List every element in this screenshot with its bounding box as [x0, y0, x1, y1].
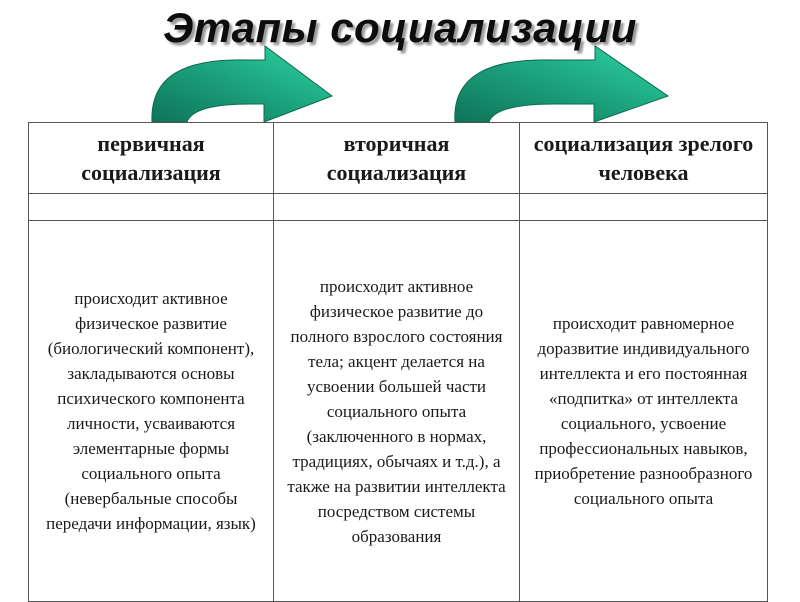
stage-heading-secondary: вторичная социализация: [274, 123, 520, 194]
stage-descriptions-row: [29, 221, 768, 602]
spacer-cell: [274, 194, 520, 221]
stages-table: [28, 122, 768, 602]
stage-description-secondary: происходит активное физическое развитие до полного взрослого состояния тела; акцент делается на усвоении большей части социального опыта (заключенного в нормах, традициях, обычаях и т.д.), а также на развитии интеллекта посредством системы образования: [274, 221, 520, 602]
curved-arrow-icon: [152, 46, 332, 122]
spacer-cell: [29, 194, 274, 221]
curved-arrow-icon: [455, 46, 668, 122]
transition-arrows: [0, 0, 800, 130]
page-title: Этапы социализации: [163, 4, 637, 51]
stage-heading-primary: первичная социализация: [29, 123, 274, 194]
spacer-cell: [520, 194, 768, 221]
stage-heading-mature: социализация зрелого человека: [520, 123, 768, 194]
stage-description-primary: происходит активное физическое развитие (биологический компонент), закладываются основы психического компонента личности, усваиваются элементарные формы социального опыта (невербальные способы передачи информации, язык): [29, 221, 274, 602]
stage-description-mature: происходит равномерное доразвитие индивидуального интеллекта и его постоянная «подпитка» от интеллекта социального, усвоение профессиональных навыков, приобретение разнообразного социального опыта: [520, 221, 768, 602]
stage-headings-row: [29, 123, 768, 194]
spacer-row: [29, 194, 768, 221]
